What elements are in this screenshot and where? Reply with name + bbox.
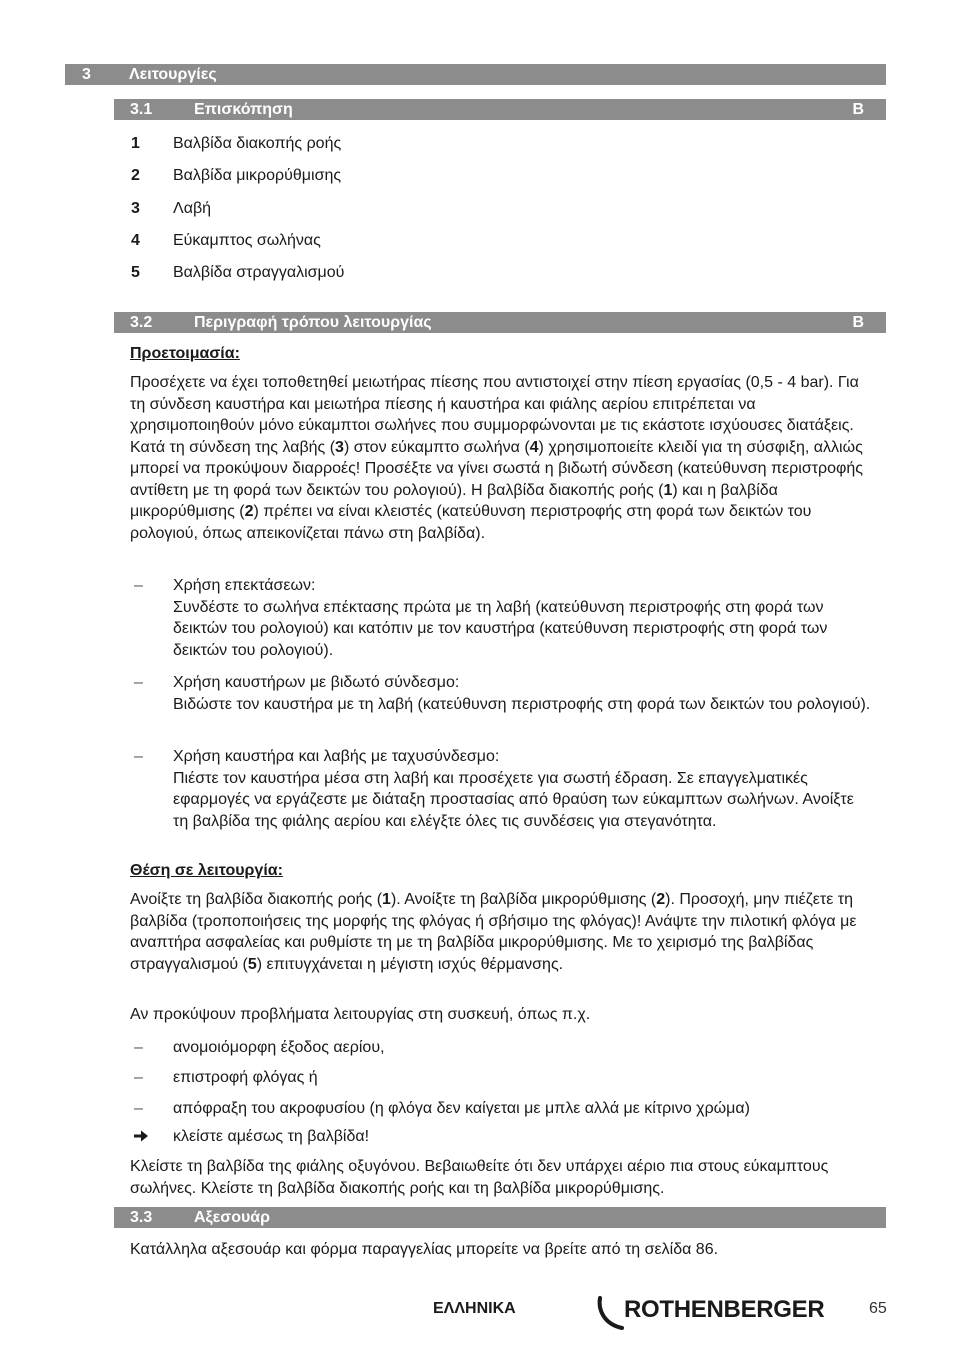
dash-marker: – <box>134 1100 143 1117</box>
list-item <box>131 164 871 196</box>
part-number: 2 <box>131 167 140 185</box>
startup-heading: Θέση σε λειτουργία: <box>130 862 283 879</box>
startup-paragraph: Ανοίξτε τη βαλβίδα διακοπής ροής (1). Ανοίξτε τη βαλβίδα μικρορύθμισης (2). Προσοχή, μην πιέζετε τη βαλβίδα (τροποποιήσεις της μορφής της φλόγας ή σβήσιμο της φλόγας)! Ανάψτε την πιλοτική φλόγα με αναπτήρα ασφαλείας και ρυθμίστε τη με τη βαλβίδα μικρορύθμισης. Με το χειρισμό της βαλβίδας στραγγαλισμού (5) επιτυγχάνεται η μέγιστη ισχύς θέρμανσης. <box>130 891 857 973</box>
list-item <box>131 229 871 261</box>
page-number: 65 <box>869 1300 887 1317</box>
section-title: Αξεσουάρ <box>194 1209 271 1226</box>
parts-list <box>131 132 871 293</box>
part-number: 5 <box>131 264 140 282</box>
closing-paragraph: Κλείστε τη βαλβίδα της φιάλης οξυγόνου. Βεβαιωθείτε ότι δεν υπάρχει αέριο πια στους εύκαμπτους σωλήνες. Κλείστε τη βαλβίδα διακοπής ροής και τη βαλβίδα μικρορύθμισης. <box>130 1158 829 1197</box>
section-title: Περιγραφή τρόπου λειτουργίας <box>194 314 432 331</box>
part-label: Εύκαμπτος σωλήνας <box>173 231 321 249</box>
section-number: 3.2 <box>130 314 153 331</box>
section-bar-3-1 <box>114 99 886 120</box>
footer-language: ΕΛΛΗΝΙΚΑ <box>433 1300 516 1317</box>
part-label: Βαλβίδα στραγγαλισμού <box>173 264 345 282</box>
part-number: 4 <box>131 231 140 249</box>
dash-marker: – <box>134 1039 143 1056</box>
accessories-paragraph: Κατάλληλα αξεσουάρ και φόρμα παραγγελίας μπορείτε να βρείτε από τη σελίδα 86. <box>130 1241 719 1258</box>
list-item <box>131 132 871 164</box>
bullet-title: Χρήση επεκτάσεων: <box>173 577 316 594</box>
section-tag: B <box>852 314 864 331</box>
arrow-right-icon <box>133 1128 149 1151</box>
problem-text: απόφραξη του ακροφυσίου (η φλόγα δεν καίγεται με μπλε αλλά με κίτρινο χρώμα) <box>173 1100 750 1117</box>
bullet-title: Χρήση καυστήρων με βιδωτό σύνδεσμο: <box>173 674 460 691</box>
problem-text: επιστροφή φλόγας ή <box>173 1069 318 1086</box>
preparation-paragraph: Προσέχετε να έχει τοποθετηθεί μειωτήρας πίεσης που αντιστοιχεί στην πίεση εργασίας (0,5 - 4 bar). Για τη σύνδεση καυστήρα και μειωτήρα πίεσης ή καυστήρα και φιάλης αερίου επιτρέπεται να χρησιμοποιηθούν μόνο εύκαμπτοι σωλήνες που συμμορφώνονται με τις εκάστοτε ισχύουσες διατάξεις. Κατά τη σύνδεση της λαβής (3) στον εύκαμπτο σωλήνα (4) χρησιμοποιείτε κλειδί για τη σύσφιξη, αλλιώς μπορεί να προκύψουν διαρροές! Προσέξτε να γίνει σωστά η βιδωτή σύνδεση (κατεύθυνση περιστροφής αντίθετη με τη φορά των δεικτών του ρολογιού). Η βαλβίδα διακοπής ροής (1) και η βαλβίδα μικρορύθμισης (2) πρέπει να είναι κλειστές (κατεύθυνση περιστροφής στη φορά των δεικτών του ρολογιού, όπως απεικονίζεται πάνω στη βαλβίδα). <box>130 374 864 542</box>
action-text: κλείστε αμέσως τη βαλβίδα! <box>173 1128 370 1145</box>
section-bar-3-3 <box>114 1207 886 1228</box>
problem-text: ανομοιόμορφη έξοδος αερίου, <box>173 1039 385 1056</box>
part-number: 1 <box>131 135 140 152</box>
section-number: 3.3 <box>130 1209 153 1226</box>
bullet-text: Συνδέστε το σωλήνα επέκτασης πρώτα με τη λαβή (κατεύθυνση περιστροφής στη φορά των δεικτών του ρολογιού) και κατόπιν με τον καυστήρα (κατεύθυνση περιστροφής στη φορά των δεικτών του ρολογιού). <box>173 598 828 659</box>
dash-marker: – <box>134 1069 143 1086</box>
section-bar-3 <box>65 64 886 85</box>
part-label: Βαλβίδα μικρορύθμισης <box>173 167 342 185</box>
part-number: 3 <box>131 199 140 217</box>
dash-marker: – <box>134 577 143 594</box>
part-label: Βαλβίδα διακοπής ροής <box>173 135 342 152</box>
section-title: Επισκόπηση <box>194 101 293 118</box>
section-number: 3 <box>82 66 91 83</box>
section-bar-3-2 <box>114 312 886 333</box>
brand-logo <box>596 1294 836 1332</box>
section-number: 3.1 <box>130 101 153 118</box>
dash-marker: – <box>134 674 143 691</box>
brand-name: ROTHENBERGER <box>624 1296 825 1323</box>
bullet-text: Βιδώστε τον καυστήρα με τη λαβή (κατεύθυνση περιστροφής στη φορά των δεικτών του ρολογιού). <box>173 695 871 713</box>
preparation-heading: Προετοιμασία: <box>130 345 240 362</box>
section-tag: B <box>852 101 864 118</box>
list-item <box>131 261 871 293</box>
problems-intro: Αν προκύψουν προβλήματα λειτουργίας στη συσκευή, όπως π.χ. <box>130 1006 591 1023</box>
bullet-text: Πιέστε τον καυστήρα μέσα στη λαβή και προσέχετε για σωστή έδραση. Σε επαγγελματικές εφαρμογές να εργάζεστε με διάταξη προστασίας από θραύση των εύκαμπτων σωλήνων. Ανοίξτε τη βαλβίδα της φιάλης αερίου και ελέγξτε όλες τις συνδέσεις για στεγανότητα. <box>173 769 854 830</box>
part-label: Λαβή <box>173 199 212 217</box>
list-item <box>131 197 871 229</box>
dash-marker: – <box>134 748 143 765</box>
section-title: Λειτουργίες <box>129 66 217 83</box>
bullet-title: Χρήση καυστήρα και λαβής με ταχυσύνδεσμο: <box>173 748 500 765</box>
